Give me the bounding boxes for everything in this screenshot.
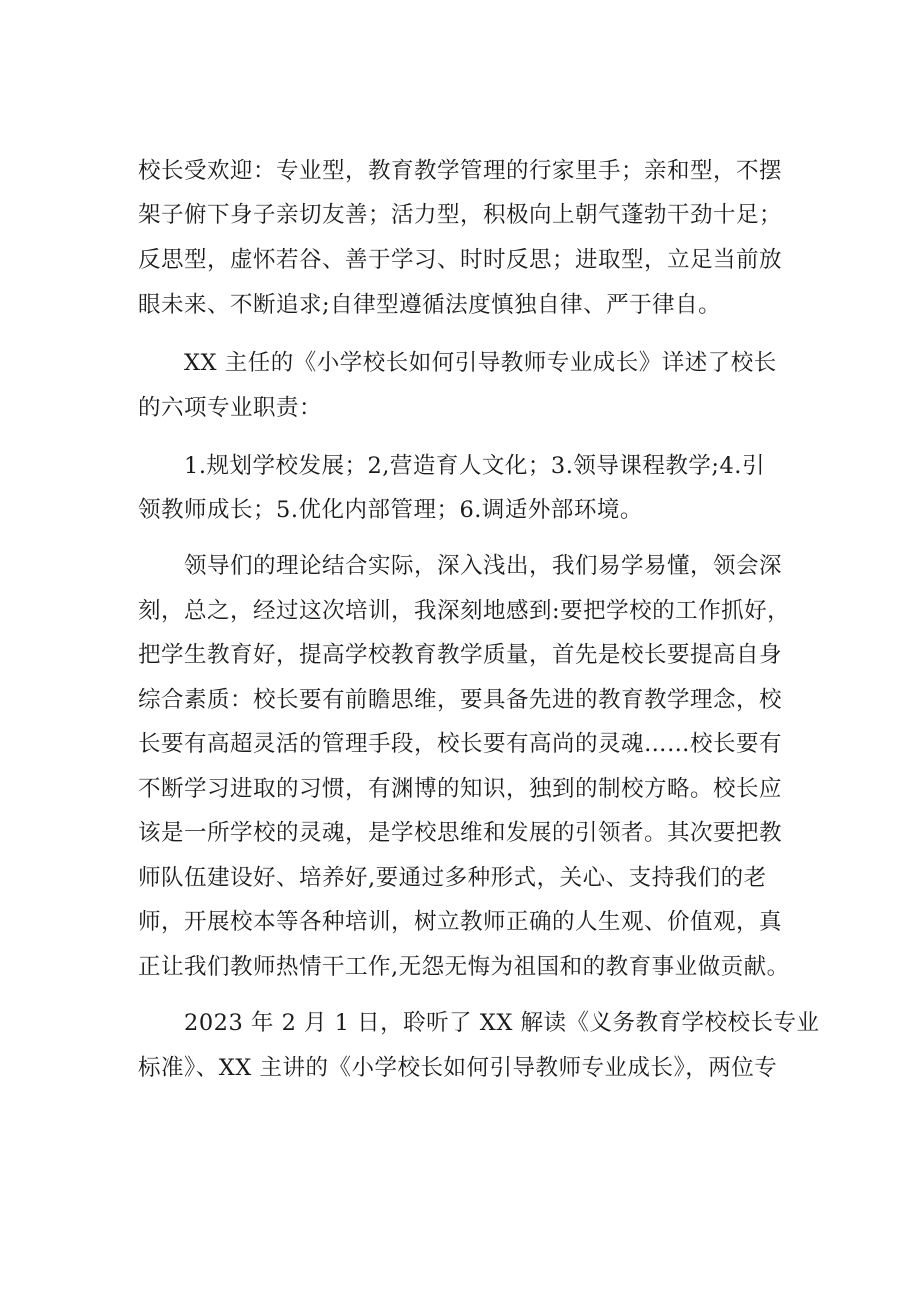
text-line: 领教师成长；5.优化内部管理；6.调适外部环境。 xyxy=(138,497,643,523)
text-line: 眼未来、不断追求;自律型遵循法度慎独自律、严于律自。 xyxy=(138,292,722,318)
text-line: 师，开展校本等各种培训，树立教师正确的人生观、价值观，真 xyxy=(138,909,783,935)
text-line: 该是一所学校的灵魂，是学校思维和发展的引领者。其次要把教 xyxy=(138,820,783,846)
text-line: 反思型，虚怀若谷、善于学习、时时反思；进取型，立足当前放 xyxy=(138,247,783,273)
text-line: 综合素质：校长要有前瞻思维，要具备先进的教育教学理念，校 xyxy=(138,687,783,713)
text-line: 校长受欢迎：专业型，教育教学管理的行家里手；亲和型，不摆 xyxy=(138,158,783,184)
text-line: 正让我们教师热情干工作,无怨无悔为祖国和的教育事业做贡献。 xyxy=(138,954,790,980)
text-line: 师队伍建设好、培养好,要通过多种形式，关心、支持我们的老 xyxy=(138,865,767,891)
text-line: 的六项专业职责： xyxy=(138,395,323,421)
text-line: 领导们的理论结合实际，深入浅出，我们易学易懂，领会深 xyxy=(184,553,783,579)
text-line: 刻，总之，经过这次培训，我深刻地感到:要把学校的工作抓好， xyxy=(138,598,791,624)
text-line: 2023 年 2 月 1 日，聆听了 XX 解读《义务教育学校校长专业 xyxy=(184,1010,820,1036)
text-line: 长要有高超灵活的管理手段，校长要有高尚的灵魂……校长要有 xyxy=(138,731,783,757)
text-line: 1.规划学校发展；2,营造育人文化；3.领导课程教学;4.引 xyxy=(184,453,765,479)
text-line: 标准》、XX 主讲的《小学校长如何引导教师专业成长》，两位专 xyxy=(138,1055,778,1081)
text-line: 把学生教育好，提高学校教育教学质量，首先是校长要提高自身 xyxy=(138,642,783,668)
text-line: XX 主任的《小学校长如何引导教师专业成长》详述了校长 xyxy=(184,350,777,376)
text-line: 不断学习进取的习惯，有渊博的知识，独到的制校方略。校长应 xyxy=(138,776,783,802)
text-line: 架子俯下身子亲切友善；活力型，积极向上朝气蓬勃干劲十足； xyxy=(138,202,783,228)
